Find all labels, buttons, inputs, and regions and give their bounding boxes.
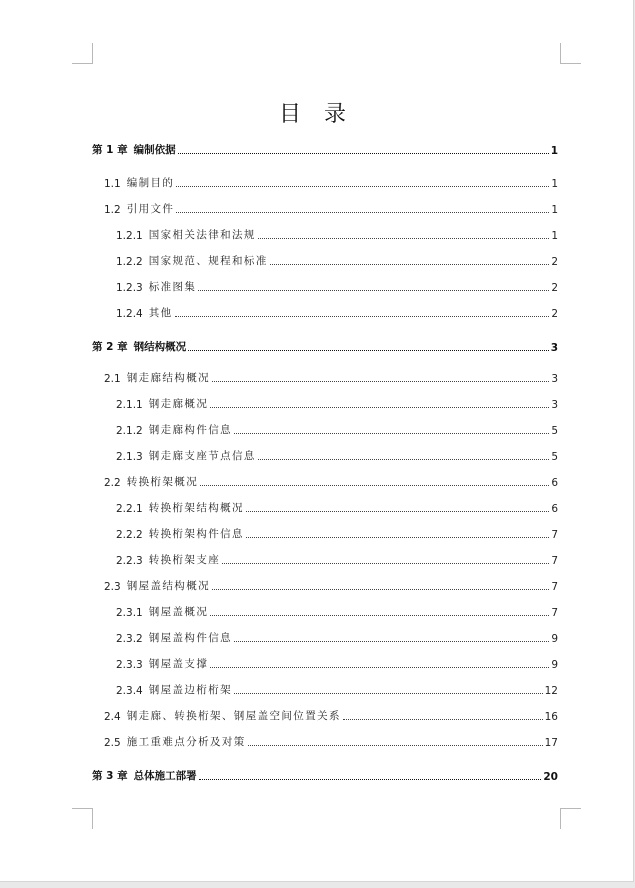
dot-leader (258, 238, 549, 239)
crop-mark-top-right (560, 43, 581, 64)
dot-leader (178, 153, 549, 154)
toc-entry-number: 第 1 章 (92, 144, 128, 156)
toc-entry[interactable] (116, 252, 558, 268)
toc-entry[interactable] (92, 767, 558, 783)
toc-entry-number: 2.4 (104, 711, 121, 723)
dot-leader (198, 290, 549, 291)
toc-entry-page: 2 (551, 282, 558, 294)
toc-entry[interactable] (104, 174, 558, 190)
toc-entry-page: 3 (551, 373, 558, 385)
toc-entry-number: 2.2.3 (116, 555, 143, 567)
toc-entry-page: 7 (551, 607, 558, 619)
toc-entry-page: 20 (543, 771, 558, 783)
toc-entry-title: 钢走廊结构概况 (126, 372, 211, 384)
dot-leader (212, 381, 549, 382)
dot-leader (210, 667, 549, 668)
dot-leader (210, 407, 549, 408)
crop-mark-bottom-right (560, 808, 581, 829)
toc-entry-title: 钢屋盖结构概况 (126, 580, 211, 592)
toc-entry-number: 2.1.3 (116, 451, 143, 463)
toc-entry[interactable] (116, 395, 558, 411)
toc-entry[interactable] (104, 369, 558, 385)
crop-mark-top-left (72, 43, 93, 64)
toc-entry[interactable] (92, 141, 558, 157)
toc-entry[interactable] (104, 200, 558, 216)
toc-entry-title: 国家规范、规程和标准 (148, 255, 268, 267)
toc-entry-number: 2.1.1 (116, 399, 143, 411)
toc-entry-number: 第 3 章 (92, 770, 128, 782)
toc-entry-title: 转换桁架构件信息 (148, 528, 244, 540)
dot-leader (199, 779, 542, 780)
toc-entry-number: 2.2 (104, 477, 121, 489)
dot-leader (175, 316, 550, 317)
toc-entry-page: 1 (551, 204, 558, 216)
dot-leader (188, 350, 549, 351)
toc-entry[interactable] (116, 447, 558, 463)
toc-entry-title: 施工重难点分析及对策 (126, 736, 246, 748)
toc-entry-page: 1 (551, 230, 558, 242)
toc-entry-title: 钢走廊概况 (148, 398, 209, 410)
toc-entry-title: 钢结构概况 (133, 341, 187, 353)
dot-leader (246, 511, 549, 512)
dot-leader (210, 615, 549, 616)
toc-entry-title: 其他 (148, 307, 173, 319)
toc-entry-number: 1.2.4 (116, 308, 143, 320)
toc-entry-number: 2.3.1 (116, 607, 143, 619)
toc-entry-number: 2.1 (104, 373, 121, 385)
dot-leader (222, 563, 549, 564)
dot-leader (234, 433, 549, 434)
toc-entry-number: 2.3.3 (116, 659, 143, 671)
toc-entry-page: 7 (551, 529, 558, 541)
toc-entry-page: 1 (551, 178, 558, 190)
toc-entry-number: 2.3.4 (116, 685, 143, 697)
toc-entry-title: 引用文件 (126, 203, 175, 215)
toc-entry-number: 1.2.2 (116, 256, 143, 268)
toc-entry-number: 1.2.1 (116, 230, 143, 242)
toc-entry-title: 编制依据 (133, 144, 176, 156)
toc-entry[interactable] (116, 655, 558, 671)
toc-entry-title: 转换桁架支座 (148, 554, 221, 566)
toc-entry[interactable] (116, 603, 558, 619)
toc-entry[interactable] (116, 629, 558, 645)
toc-entry-number: 1.2 (104, 204, 121, 216)
dot-leader (248, 745, 543, 746)
toc-entry-page: 1 (550, 145, 558, 157)
toc-entry-number: 1.1 (104, 178, 121, 190)
toc-entry-page: 5 (551, 451, 558, 463)
toc-entry-number: 第 2 章 (92, 341, 128, 353)
dot-leader (270, 264, 550, 265)
toc-entry-page: 9 (551, 659, 558, 671)
toc-entry[interactable] (92, 338, 558, 354)
toc-entry-title: 总体施工部署 (133, 770, 197, 782)
toc-entry-title: 标准图集 (148, 281, 197, 293)
toc-entry-page: 9 (551, 633, 558, 645)
toc-entry[interactable] (116, 226, 558, 242)
toc-title: 目 录 (279, 102, 354, 127)
toc-entry-page: 7 (551, 555, 558, 567)
toc-entry-number: 2.2.2 (116, 529, 143, 541)
toc-entry-page: 17 (544, 737, 558, 749)
toc-entry-title: 钢屋盖支撑 (148, 658, 209, 670)
toc-entry-page: 2 (551, 308, 558, 320)
toc-entry[interactable] (116, 681, 558, 697)
toc-entry-title: 钢走廊、转换桁架、钢屋盖空间位置关系 (126, 710, 341, 722)
toc-entry-title: 钢走廊构件信息 (148, 424, 233, 436)
toc-entry-page: 3 (550, 342, 558, 354)
toc-entry-title: 编制目的 (126, 177, 175, 189)
toc-entry[interactable] (116, 278, 558, 294)
toc-entry[interactable] (104, 577, 558, 593)
toc-entry[interactable] (104, 473, 558, 489)
toc-entry-number: 2.2.1 (116, 503, 143, 515)
toc-entry[interactable] (116, 499, 558, 515)
dot-leader (258, 459, 549, 460)
toc-entry-page: 7 (551, 581, 558, 593)
crop-mark-bottom-left (72, 808, 93, 829)
toc-entry-page: 6 (551, 503, 558, 515)
toc-entry[interactable] (104, 707, 558, 723)
toc-entry[interactable] (116, 304, 558, 320)
toc-entry-number: 2.3.2 (116, 633, 143, 645)
dot-leader (212, 589, 549, 590)
dot-leader (343, 719, 543, 720)
dot-leader (200, 485, 549, 486)
toc-entry-page: 5 (551, 425, 558, 437)
toc-entry[interactable] (104, 733, 558, 749)
toc-entry-number: 2.1.2 (116, 425, 143, 437)
toc-entry-number: 2.5 (104, 737, 121, 749)
toc-entry-title: 国家相关法律和法规 (148, 229, 256, 241)
toc-entry-title: 钢屋盖概况 (148, 606, 209, 618)
toc-entry-page: 6 (551, 477, 558, 489)
toc-entry-title: 钢走廊支座节点信息 (148, 450, 256, 462)
dot-leader (176, 186, 549, 187)
toc-entry-page: 16 (544, 711, 558, 723)
toc-entry[interactable] (116, 421, 558, 437)
toc-entry-page: 2 (551, 256, 558, 268)
toc-entry-page: 3 (551, 399, 558, 411)
dot-leader (246, 537, 549, 538)
toc-entry-number: 1.2.3 (116, 282, 143, 294)
toc-entry-title: 钢屋盖边桁桁架 (148, 684, 233, 696)
toc-entry-title: 钢屋盖构件信息 (148, 632, 233, 644)
toc-entry[interactable] (116, 525, 558, 541)
dot-leader (176, 212, 549, 213)
toc-entry[interactable] (116, 551, 558, 567)
toc-entry-title: 转换桁架结构概况 (148, 502, 244, 514)
toc-entry-number: 2.3 (104, 581, 121, 593)
dot-leader (234, 693, 543, 694)
dot-leader (234, 641, 549, 642)
toc-entry-title: 转换桁架概况 (126, 476, 199, 488)
toc-entry-page: 12 (544, 685, 558, 697)
